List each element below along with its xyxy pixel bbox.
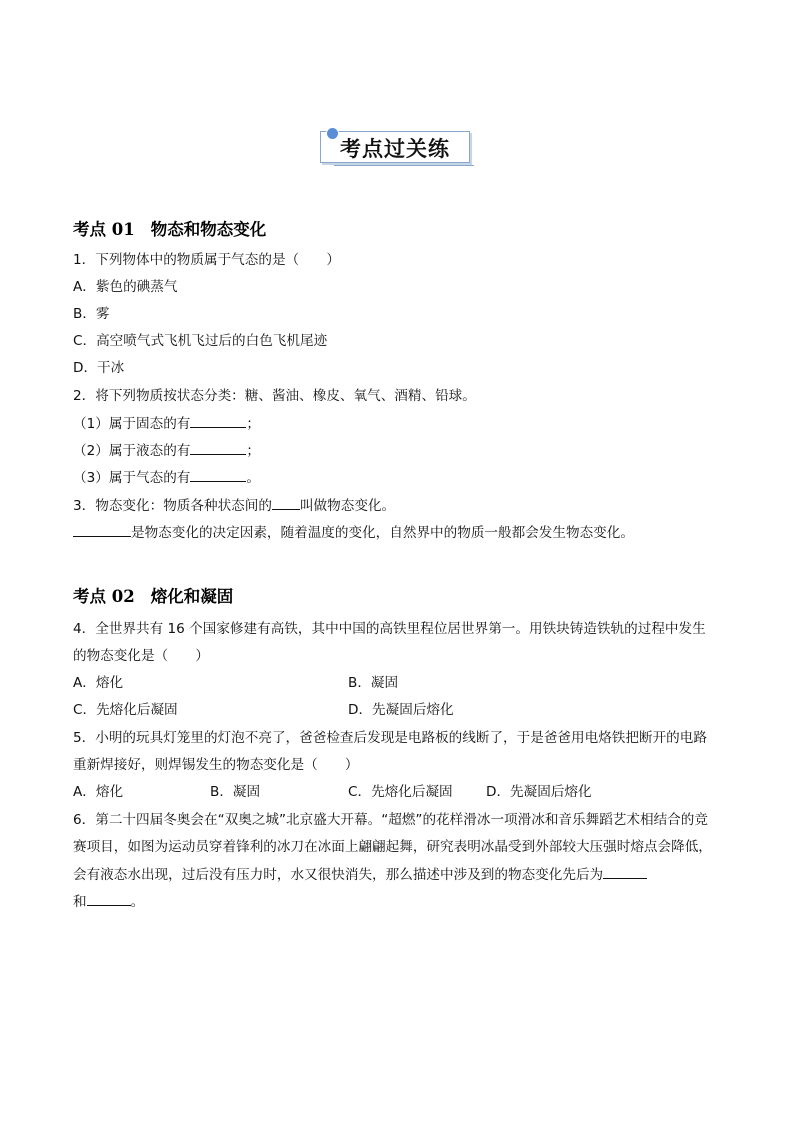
answer-blank[interactable] bbox=[190, 414, 246, 428]
question-2-sub-1 bbox=[73, 414, 260, 433]
question-1-option-c: C．高空喷气式飞机飞过后的白色飞机尾迹 bbox=[73, 333, 328, 349]
section-number: 考点 01 bbox=[73, 220, 135, 239]
question-3-text-line2: 是物态变化的决定因素，随着温度的变化，自然界中的物质一般都会发生物态变化。 bbox=[131, 525, 634, 541]
answer-blank[interactable] bbox=[272, 496, 300, 510]
section-heading-2 bbox=[73, 583, 233, 607]
question-3-line-2 bbox=[73, 523, 634, 542]
answer-blank[interactable] bbox=[73, 523, 131, 537]
answer-blank[interactable] bbox=[603, 865, 647, 879]
sub-1-punct: ； bbox=[246, 416, 260, 432]
question-6-stem-line-4 bbox=[73, 892, 144, 911]
question-5-stem-line-1: 5．小明的玩具灯笼里的灯泡不亮了，爸爸检查后发现是电路板的线断了，于是爸爸用电烙铁把断开的电路 bbox=[73, 730, 707, 746]
answer-blank[interactable] bbox=[87, 892, 131, 906]
answer-blank[interactable] bbox=[190, 441, 246, 455]
question-5-stem-line-2: 重新焊接好，则焊锡发生的物态变化是（ ） bbox=[73, 757, 359, 773]
question-3-stem bbox=[73, 496, 395, 515]
section-banner bbox=[316, 127, 474, 167]
question-2-stem: 2．将下列物质按状态分类：糖、酱油、橡皮、氧气、酒精、铅球。 bbox=[73, 388, 476, 404]
sub-2-punct: ； bbox=[246, 443, 260, 459]
banner-underline bbox=[334, 165, 474, 166]
question-1-option-b: B．雾 bbox=[73, 306, 110, 322]
question-4-stem-line-1: 4．全世界共有 16 个国家修建有高铁，其中中国的高铁里程位居世界第一。用铁块铸造铁轨的过程中发生 bbox=[73, 621, 706, 637]
question-3-text-pre: 3．物态变化：物质各种状态间的 bbox=[73, 498, 272, 514]
question-3-text-post: 叫做物态变化。 bbox=[299, 498, 396, 514]
question-5-option-a: A．熔化 bbox=[73, 784, 124, 800]
question-1-option-a: A．紫色的碘蒸气 bbox=[73, 279, 178, 295]
question-6-stem-line-1: 6．第二十四届冬奥会在“双奥之城”北京盛大开幕。“超燃”的花样滑冰一项滑冰和音乐舞蹈艺术相结合的竞 bbox=[73, 812, 708, 828]
question-1-stem: 1．下列物体中的物质属于气态的是（ ） bbox=[73, 252, 340, 268]
question-2-sub-2 bbox=[73, 441, 260, 460]
question-5-option-b: B．凝固 bbox=[210, 784, 261, 800]
question-5-option-c: C．先熔化后凝固 bbox=[348, 784, 453, 800]
sub-1-text: （1）属于固态的有 bbox=[73, 416, 191, 432]
question-2-sub-3 bbox=[73, 468, 260, 487]
question-4-option-a: A．熔化 bbox=[73, 675, 124, 691]
question-1-option-d: D．干冰 bbox=[73, 360, 125, 376]
question-6-text-line3: 会有液态水出现，过后没有压力时，水又很快消失，那么描述中涉及到的物态变化先后为 bbox=[73, 867, 604, 883]
question-4-option-d: D．先凝固后熔化 bbox=[348, 702, 454, 718]
section-title: 熔化和凝固 bbox=[150, 587, 234, 606]
section-heading-1 bbox=[73, 216, 266, 240]
question-5-option-d: D．先凝固后熔化 bbox=[486, 784, 592, 800]
sub-2-text: （2）属于液态的有 bbox=[73, 443, 191, 459]
sub-3-text: （3）属于气态的有 bbox=[73, 470, 191, 486]
answer-blank[interactable] bbox=[190, 468, 246, 482]
question-6-text-line4: 和 bbox=[73, 894, 87, 910]
question-6-stem-line-3 bbox=[73, 865, 647, 884]
question-4-stem-line-2: 的物态变化是（ ） bbox=[73, 648, 209, 664]
question-6-punct: 。 bbox=[130, 894, 145, 910]
question-4-option-c: C．先熔化后凝固 bbox=[73, 702, 178, 718]
question-4-option-b: B．凝固 bbox=[348, 675, 399, 691]
banner-title: 考点过关练 bbox=[340, 137, 450, 161]
section-title: 物态和物态变化 bbox=[150, 220, 267, 239]
sub-3-punct: 。 bbox=[246, 470, 260, 486]
question-6-stem-line-2: 赛项目，如图为运动员穿着锋利的冰刀在冰面上翩翩起舞，研究表明冰晶受到外部较大压强时熔点会降低， bbox=[73, 839, 712, 855]
section-number: 考点 02 bbox=[73, 587, 135, 606]
